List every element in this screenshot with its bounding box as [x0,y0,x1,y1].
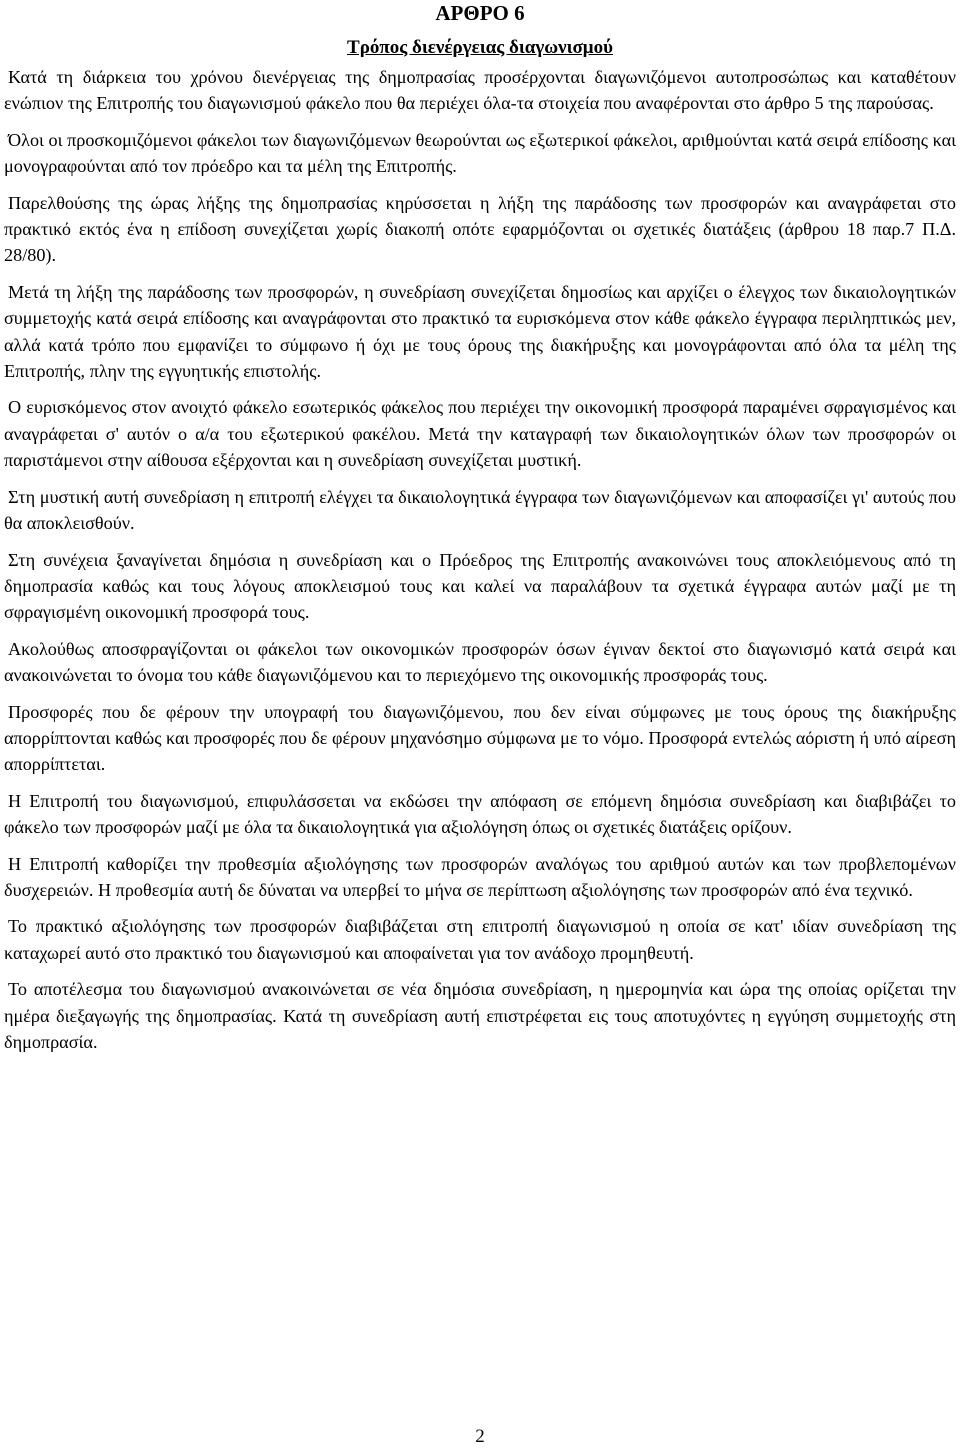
paragraph: Ο ευρισκόμενος στον ανοιχτό φάκελο εσωτερικός φάκελος που περιέχει την οικονομική προσφορά παραμένει σφραγισμένος και αναγράφεται σ' αυτόν ο α/α του εξωτερικού φακέλου. Μετά την καταγραφή των δικαιολογητικών όλων των προσφορών οι παριστάμενοι στην αίθουσα εξέρχονται και η συνεδρίαση συνεχίζεται μυστική. [4,397,956,471]
paragraph: Στη συνέχεια ξαναγίνεται δημόσια η συνεδρίαση και ο Πρόεδρος της Επιτροπής ανακοινώνει τους αποκλειόμενους από τη δημοπρασία καθώς και τους λόγους αποκλεισμού τους και καλεί να παραλάβουν τα σχετικά έγγραφα αυτών μαζί με τη σφραγισμένη οικονομική προσφορά τους. [4,549,956,623]
paragraph: Στη μυστική αυτή συνεδρίαση η επιτροπή ελέγχει τα δικαιολογητικά έγγραφα των διαγωνιζόμενων και αποφασίζει γι' αυτούς που θα αποκλεισθούν. [4,486,956,534]
article-subtitle: Τρόπος διενέργειας διαγωνισμού [347,37,613,58]
paragraph: Η Επιτροπή του διαγωνισμού, επιφυλάσσεται να εκδώσει την απόφαση σε επόμενη δημόσια συνεδρίαση και διαβιβάζει το φάκελο των προσφορών μαζί με όλα τα δικαιολογητικά για αξιολόγηση όπως οι σχετικές διατάξεις ορίζουν. [4,790,956,838]
page-number: 2 [475,1426,485,1447]
paragraph: Μετά τη λήξη της παράδοσης των προσφορών, η συνεδρίαση συνεχίζεται δημοσίως και αρχίζει ο έλεγχος των δικαιολογητικών συμμετοχής κατά σειρά επίδοσης και αναγράφονται στο πρακτικό τα ευρισκόμενα στον κάθε φάκελο έγγραφα περιληπτικώς μεν, αλλά κατά τρόπο που εμφανίζει το σύμφωνο ή όχι με τους όρους της διακήρυξης και μονογράφονται από όλα τα μέλη της Επιτροπής, πλην της εγγυητικής επιστολής. [4,281,956,382]
paragraph: Το αποτέλεσμα του διαγωνισμού ανακοινώνεται σε νέα δημόσια συνεδρίαση, η ημερομηνία και ώρα της οποίας ορίζεται την ημέρα διεξαγωγής της δημοπρασίας. Κατά τη συνεδρίαση αυτή επιστρέφεται εις τους αποτυχόντες η εγγύηση συμμετοχής στη δημοπρασία. [4,979,956,1052]
paragraph: Η Επιτροπή καθορίζει την προθεσμία αξιολόγησης των προσφορών αναλόγως του αριθμού αυτών και των προβλεπομένων δυσχερειών. Η προθεσμία αυτή δε δύναται να υπερβεί το μήνα σε περίπτωση αξιολόγησης των προσφορών από ένα τεχνικό. [4,853,956,900]
paragraph: Το πρακτικό αξιολόγησης των προσφορών διαβιβάζεται στη επιτροπή διαγωνισμού η οποία σε κατ' ιδίαν συνεδρίαση της καταχωρεί αυτό στο πρακτικό του διαγωνισμού και αποφαίνεται για τον ανάδοχο προμηθευτή. [4,916,956,963]
article-title: ΑΡΘΡΟ 6 [435,1,525,25]
paragraph: Όλοι οι προσκομιζόμενοι φάκελοι των διαγωνιζόμενων θεωρούνται ως εξωτερικοί φάκελοι, αριθμούνται κατά σειρά επίδοσης και μονογραφούνται από τον πρόεδρο και τα μέλη της Επιτροπής. [4,129,956,177]
paragraph: Προσφορές που δε φέρουν την υπογραφή του διαγωνιζόμενου, που δεν είναι σύμφωνες με τους όρους της διακήρυξης απορρίπτονται καθώς και προσφορές που δε φέρουν μηχανόσημο σύμφωνα με το νόμο. Προσφορά εντελώς αόριστη ή υπό αίρεση απορρίπτεται. [4,701,956,775]
paragraph: Κατά τη διάρκεια του χρόνου διενέργειας της δημοπρασίας προσέρχονται διαγωνιζόμενοι αυτοπροσώπως και καταθέτουν ενώπιον της Επιτροπής του διαγωνισμού φάκελο που θα περιέχει όλα-τα στοιχεία που αναφέρονται στο άρθρο 5 της παρούσας. [4,67,956,114]
paragraph: Ακολούθως αποσφραγίζονται οι φάκελοι των οικονομικών προσφορών όσων έγιναν δεκτοί στο διαγωνισμό κατά σειρά και ανακοινώνεται το όνομα του κάθε διαγωνιζόμενου και το περιεχόμενο της οικονομικής προσφοράς τους. [4,638,956,686]
paragraph: Παρελθούσης της ώρας λήξης της δημοπρασίας κηρύσσεται η λήξη της παράδοσης των προσφορών και αναγράφεται στο πρακτικό εκτός ένα η επίδοση συνεχίζεται χωρίς διακοπή οπότε εφαρμόζονται οι σχετικές διατάξεις (άρθρου 18 παρ.7 Π.Δ. 28/80). [4,192,956,266]
